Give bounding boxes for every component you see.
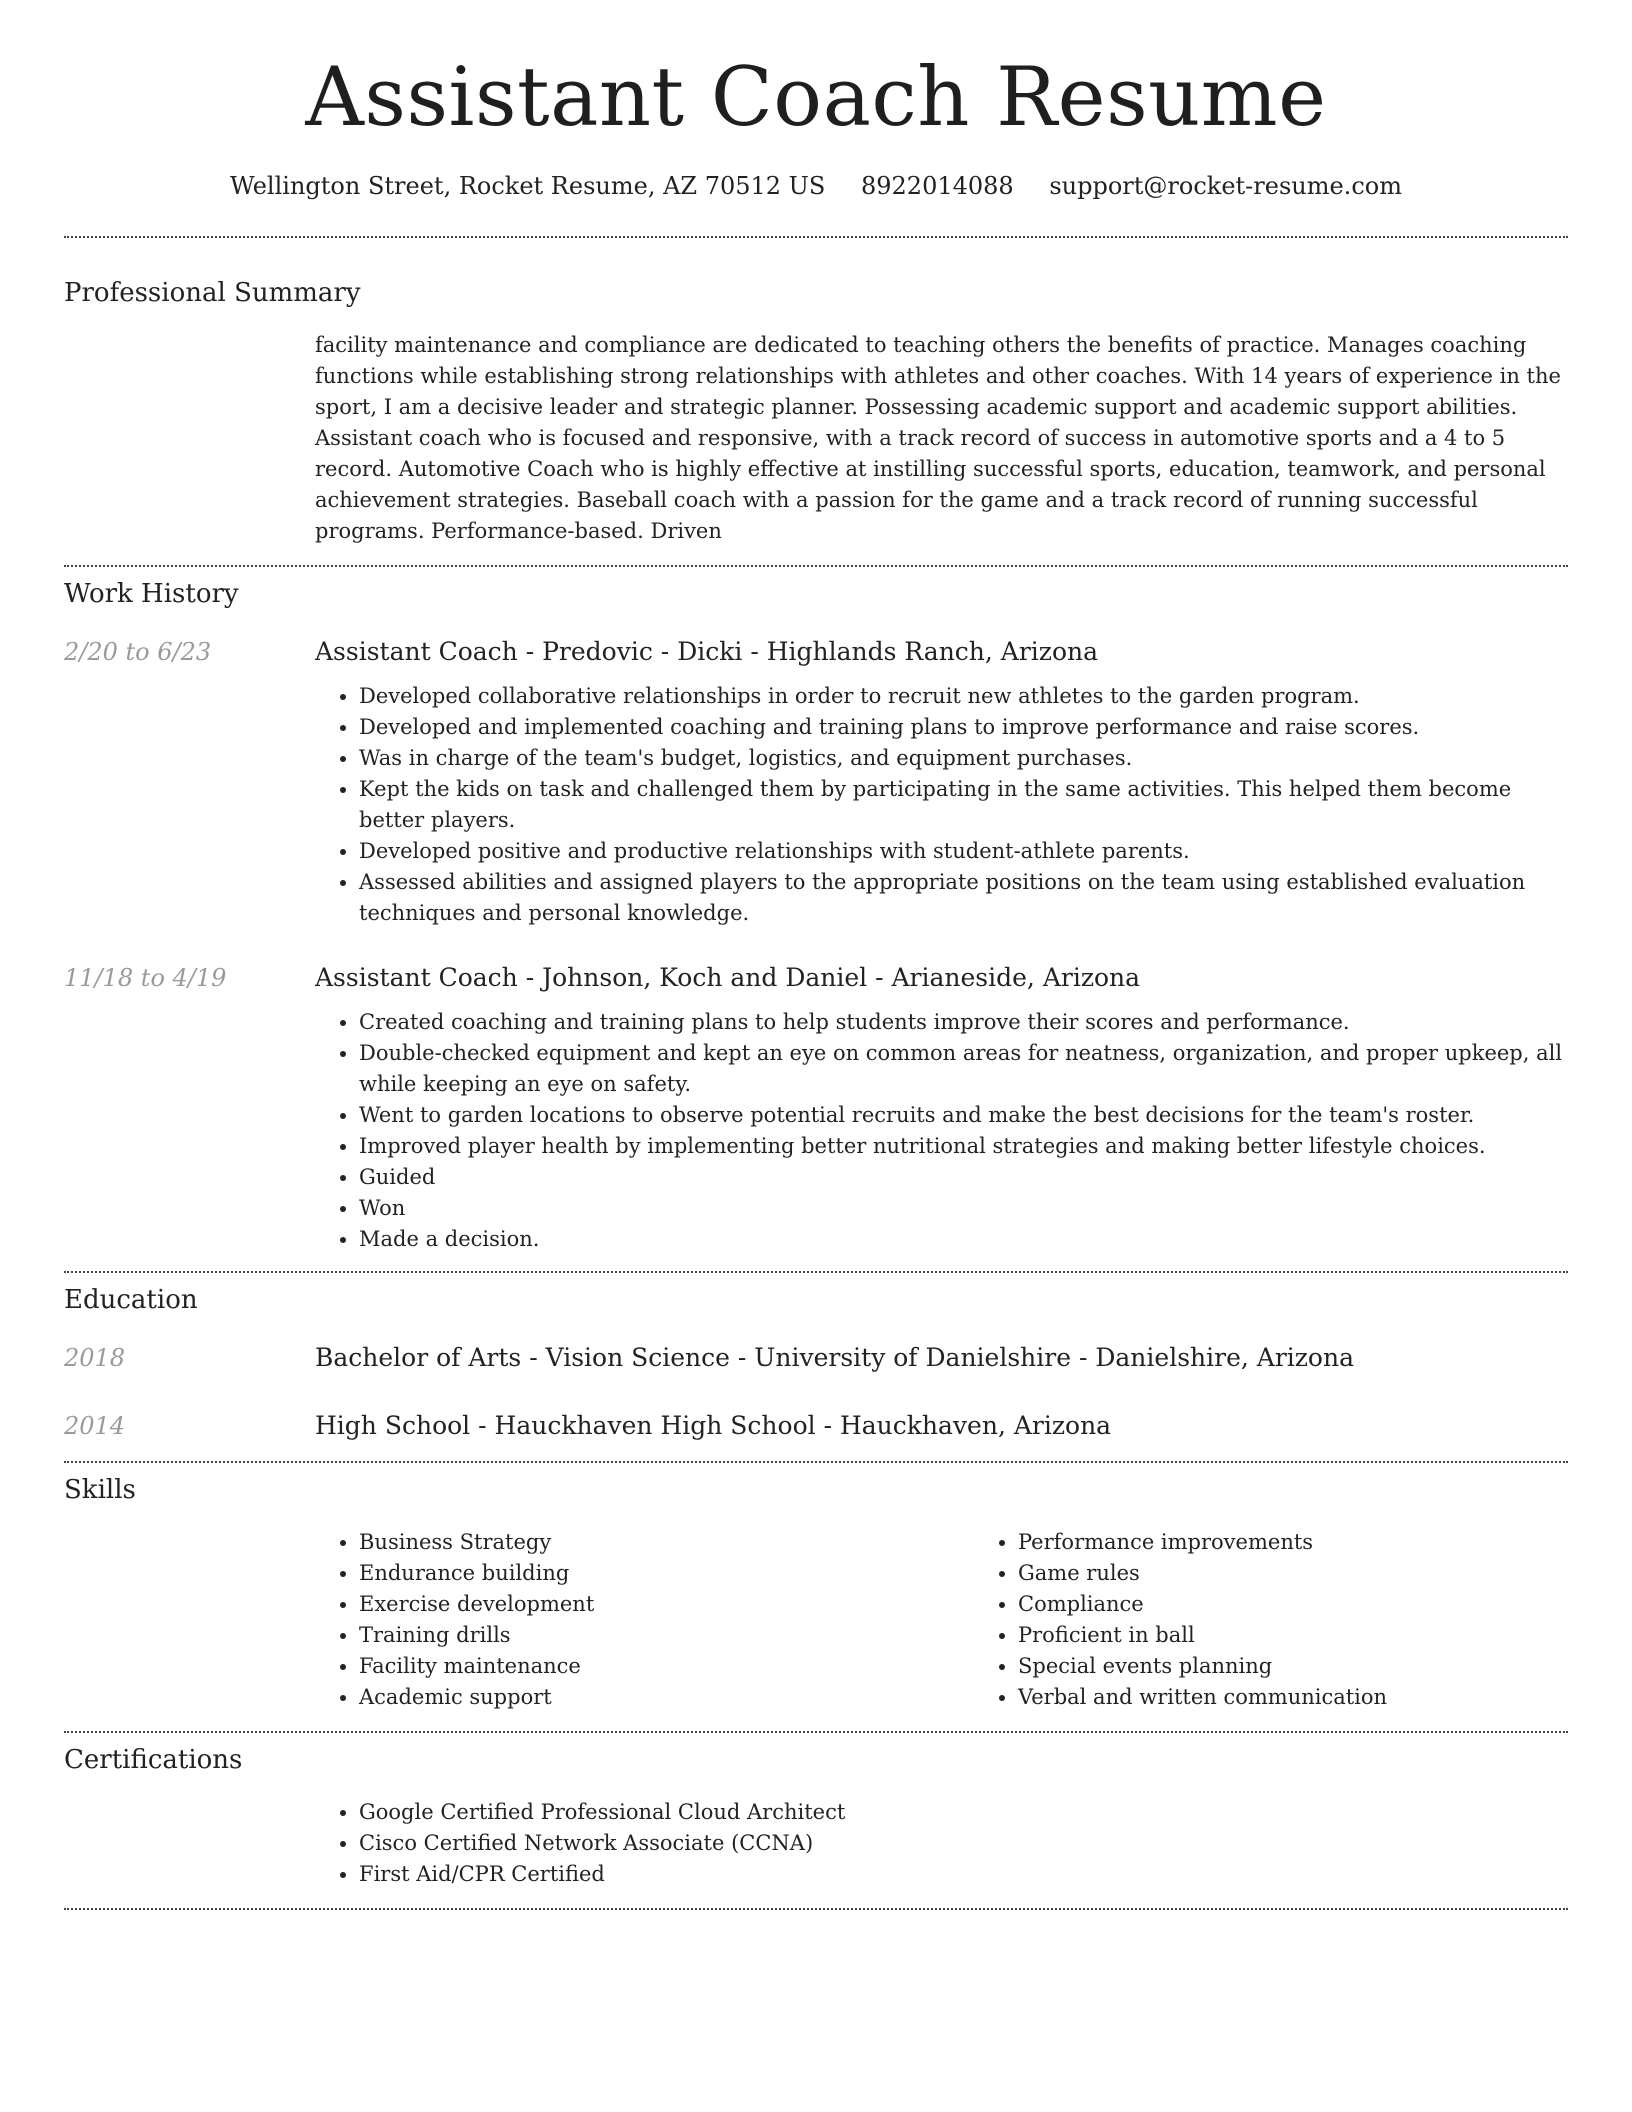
list-item: • Developed and implemented coaching and training plans to improve performance and raise scores. xyxy=(359,712,1568,743)
skill-item: • Compliance xyxy=(1018,1589,1632,1620)
job-entry xyxy=(64,635,1568,929)
certification-item: • First Aid/CPR Certified xyxy=(359,1859,1568,1890)
section-heading-work: Work History xyxy=(64,579,239,609)
job-bullets xyxy=(315,1007,1568,1255)
job-title: Assistant Coach - Johnson, Koch and Daniel - Arianeside, Arizona xyxy=(315,963,1141,992)
skill-item: • Special events planning xyxy=(1018,1651,1632,1682)
list-item: • Double-checked equipment and kept an eye on common areas for neatness, organization, and proper upkeep, all while keeping an eye on safety. xyxy=(359,1038,1568,1100)
certifications-section xyxy=(64,1733,1568,1910)
list-item: • Developed collaborative relationships in order to recruit new athletes to the garden program. xyxy=(359,681,1568,712)
skills-list-right xyxy=(974,1527,1632,1713)
skills-section xyxy=(64,1463,1568,1733)
job-dates: 2/20 to 6/23 xyxy=(64,638,212,666)
skill-item: • Performance improvements xyxy=(1018,1527,1632,1558)
work-history-section xyxy=(64,567,1568,1273)
list-item: • Was in charge of the team's budget, logistics, and equipment purchases. xyxy=(359,743,1568,774)
education-entry xyxy=(64,1341,1568,1375)
contact-phone: 8922014088 xyxy=(861,172,1014,200)
section-heading-skills: Skills xyxy=(64,1475,136,1505)
professional-summary-section xyxy=(64,238,1568,567)
skill-item: • Endurance building xyxy=(359,1558,974,1589)
skill-item: • Game rules xyxy=(1018,1558,1632,1589)
section-heading-summary: Professional Summary xyxy=(64,278,361,308)
education-entry xyxy=(64,1409,1568,1443)
list-item: • Created coaching and training plans to help students improve their scores and performance. xyxy=(359,1007,1568,1038)
list-item: • Went to garden locations to observe potential recruits and make the best decisions for the team's roster. xyxy=(359,1100,1568,1131)
contact-address: Wellington Street, Rocket Resume, AZ 70512 US xyxy=(230,172,826,200)
job-title: Assistant Coach - Predovic - Dicki - Highlands Ranch, Arizona xyxy=(315,637,1099,666)
contact-email: support@rocket-resume.com xyxy=(1049,172,1402,200)
education-year: 2018 xyxy=(64,1344,126,1372)
list-item: • Assessed abilities and assigned players to the appropriate positions on the team using established evaluation techniques and personal knowledge. xyxy=(359,867,1568,929)
skill-item: • Facility maintenance xyxy=(359,1651,974,1682)
list-item: • Developed positive and productive relationships with student-athlete parents. xyxy=(359,836,1568,867)
list-item: • Improved player health by implementing better nutritional strategies and making better lifestyle choices. xyxy=(359,1131,1568,1162)
skill-item: • Academic support xyxy=(359,1682,974,1713)
job-bullets xyxy=(315,681,1568,929)
list-item: • Guided xyxy=(359,1162,1568,1193)
section-heading-education: Education xyxy=(64,1285,198,1315)
skill-item: • Verbal and written communication xyxy=(1018,1682,1632,1713)
education-year: 2014 xyxy=(64,1412,126,1440)
education-degree: Bachelor of Arts - Vision Science - University of Danielshire - Danielshire, Arizona xyxy=(315,1343,1354,1372)
resume-title: Assistant Coach Resume xyxy=(305,51,1327,145)
skill-item: • Exercise development xyxy=(359,1589,974,1620)
summary-text: facility maintenance and compliance are dedicated to teaching others the benefits of practice. Manages coaching functions while establishing strong relationships with athletes and other coaches. With 14 years of experience in the sport, I am a decisive leader and strategic planner. Possessing academic support and academic support abilities. Assistant coach who is focused and responsive, with a track record of success in automotive sports and a 4 to 5 record. Automotive Coach who is highly effective at instilling successful sports, education, teamwork, and personal achievement strategies. Baseball coach with a passion for the game and a track record of running successful programs. Performance-based. Driven xyxy=(315,333,1561,543)
skill-item: • Training drills xyxy=(359,1620,974,1651)
skill-item: • Proficient in ball xyxy=(1018,1620,1632,1651)
skills-list-left xyxy=(315,1527,974,1713)
section-heading-certifications: Certifications xyxy=(64,1745,243,1775)
certification-item: • Cisco Certified Network Associate (CCNA) xyxy=(359,1828,1568,1859)
education-section xyxy=(64,1273,1568,1463)
list-item: • Kept the kids on task and challenged them by participating in the same activities. This helped them become better players. xyxy=(359,774,1568,836)
job-dates: 11/18 to 4/19 xyxy=(64,964,227,992)
list-item: • Won xyxy=(359,1193,1568,1224)
certification-item: • Google Certified Professional Cloud Architect xyxy=(359,1797,1568,1828)
contact-line xyxy=(64,170,1568,202)
certifications-list xyxy=(315,1797,1568,1890)
list-item: • Made a decision. xyxy=(359,1224,1568,1255)
section-divider xyxy=(64,1908,1568,1910)
job-entry xyxy=(64,961,1568,1255)
skill-item: • Business Strategy xyxy=(359,1527,974,1558)
education-degree: High School - Hauckhaven High School - Hauckhaven, Arizona xyxy=(315,1411,1112,1440)
